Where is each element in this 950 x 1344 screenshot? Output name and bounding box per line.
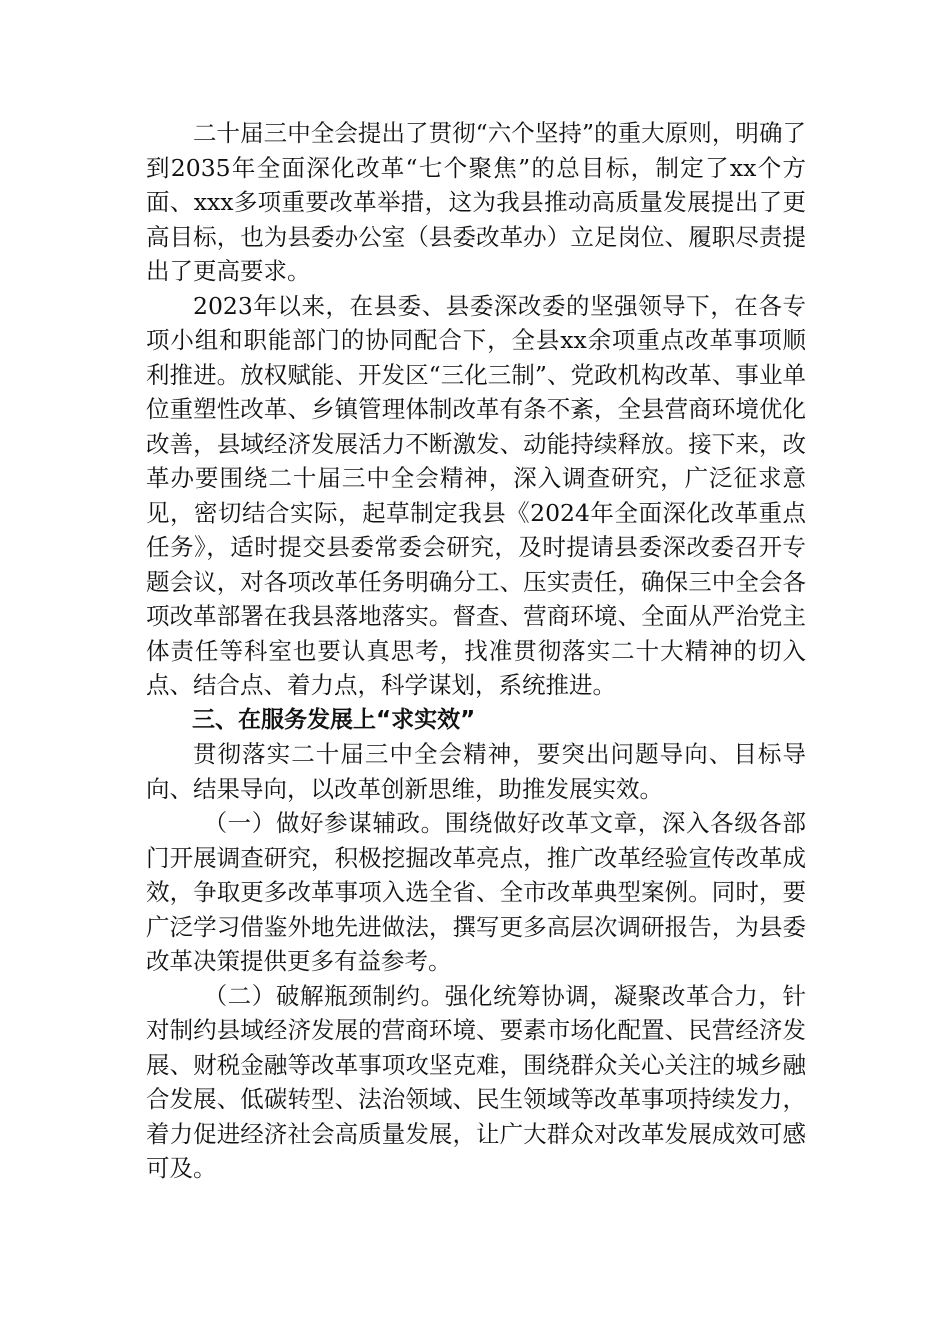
paragraph-section-intro: 贯彻落实二十届三中全会精神，要突出问题导向、目标导向、结果导向，以改革创新思维，助推发展实效。 bbox=[146, 740, 806, 803]
paragraph-advisory: （一）做好参谋辅政。围绕做好改革文章，深入各级各部门开展调查研究，积极挖掘改革亮点，推广改革经验宣传改革成效，争取更多改革事项入选全省、全市改革典型案例。同时，要广泛学习借鉴外地先进做法，撰写更多高层次调研报告，为县委改革决策提供更多有益参考。 bbox=[146, 809, 806, 975]
paragraph-principles: 二十届三中全会提出了贯彻“六个坚持”的重大原则，明确了到2035年全面深化改革“七个聚焦”的总目标，制定了xx个方面、xxx多项重要改革举措，这为我县推动高质量发展提出了更高目标，也为县委办公室（县委改革办）立足岗位、履职尽责提出了更高要求。 bbox=[146, 119, 806, 285]
section-heading: 三、在服务发展上“求实效” bbox=[192, 706, 476, 733]
document-page bbox=[146, 116, 806, 1186]
paragraph-progress: 2023年以来，在县委、县委深改委的坚强领导下，在各专项小组和职能部门的协同配合下，全县xx余项重点改革事项顺利推进。放权赋能、开发区“三化三制”、党政机构改革、事业单位重塑性改革、乡镇管理体制改革有条不紊，全县营商环境优化改善，县域经济发展活力不断激发、动能持续释放。接下来，改革办要围绕二十届三中全会精神，深入调查研究，广泛征求意见，密切结合实际，起草制定我县《2024年全面深化改革重点任务》，适时提交县委常委会研究，及时提请县委深改委召开专题会议，对各项改革任务明确分工、压实责任，确保三中全会各项改革部署在我县落地落实。督查、营商环境、全面从严治党主体责任等科室也要认真思考，找准贯彻落实二十大精神的切入点、结合点、着力点，科学谋划，系统推进。 bbox=[146, 291, 806, 699]
paragraph-bottlenecks: （二）破解瓶颈制约。强化统筹协调，凝聚改革合力，针对制约县域经济发展的营商环境、要素市场化配置、民营经济发展、财税金融等改革事项攻坚克难，围绕群众关心关注的城乡融合发展、低碳转型、法治领域、民生领域等改革事项持续发力，着力促进经济社会高质量发展，让广大群众对改革发展成效可感可及。 bbox=[146, 981, 806, 1182]
